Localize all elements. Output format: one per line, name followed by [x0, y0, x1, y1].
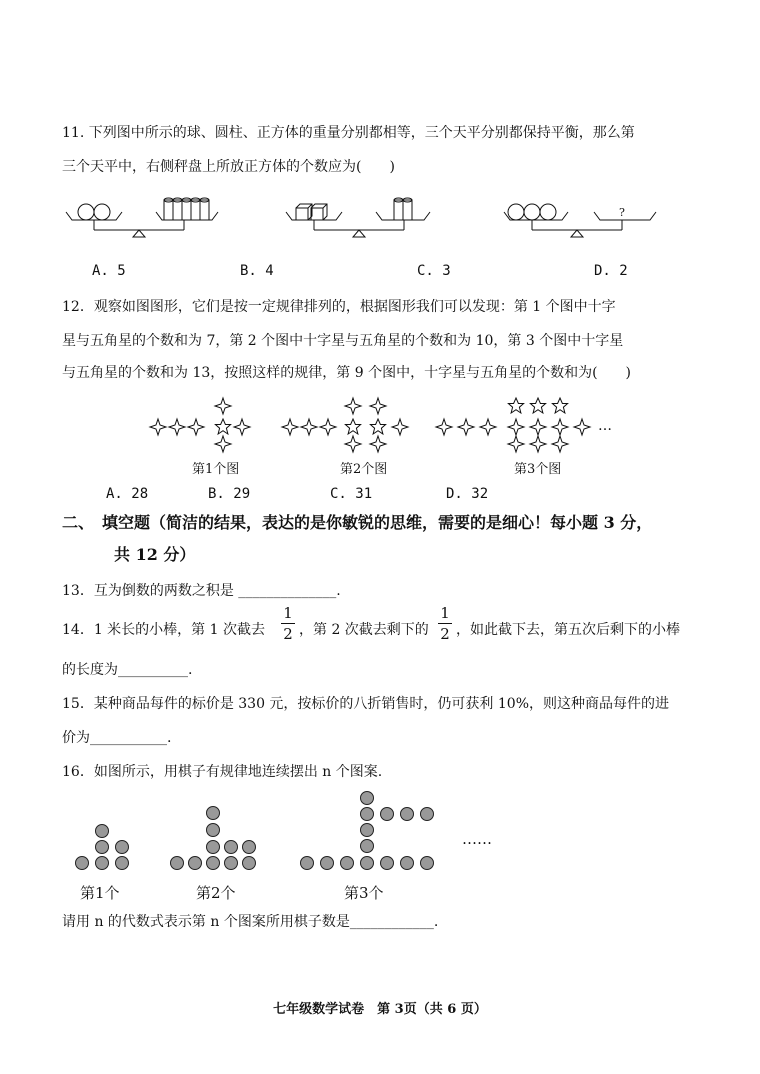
- q16-caption-2: 第2个: [196, 884, 236, 902]
- q12-line2: 星与五角星的个数和为 7，第 2 个图中十字星与五角星的个数和为 10，第 3 个图中十字星: [62, 333, 624, 349]
- q12-caption-3: 第3个图: [514, 462, 562, 477]
- q11-line2: 三个天平中，右侧秤盘上所放正方体的个数应为( ): [62, 159, 395, 175]
- fraction-numerator: 1: [283, 604, 293, 622]
- q12-option-c[interactable]: C. 31: [330, 486, 373, 502]
- q11-line1: 11. 下列图中所示的球、圆柱、正方体的重量分别都相等，三个天平分别都保持平衡，那么第: [62, 125, 635, 141]
- q11-option-a[interactable]: A. 5: [92, 263, 126, 279]
- q16-caption-3: 第3个: [344, 884, 384, 902]
- star-pattern-figures: [148, 396, 628, 456]
- q16-ellipsis: ……: [462, 830, 492, 848]
- q16-caption-1: 第1个: [80, 884, 120, 902]
- section2-heading: 二、 填空题（简洁的结果，表达的是你敏锐的思维，需要的是细心！每小题 3 分，: [62, 513, 653, 532]
- balance-scale-1: [64, 192, 224, 242]
- balance-scale-3: [502, 192, 662, 242]
- q16-line2: 请用 n 的代数式表示第 n 个图案所用棋子数是____________.: [62, 914, 439, 930]
- q14-fraction-1: [281, 604, 295, 643]
- chess-piece-patterns: [70, 790, 530, 870]
- q13-text: 13．互为倒数的两数之积是 ______________.: [62, 583, 341, 599]
- q15-line2: 价为___________.: [62, 730, 172, 746]
- q12-line1: 12．观察如图图形，它们是按一定规律排列的，根据图形我们可以发现：第 1 个图中十字: [62, 299, 616, 315]
- q11-option-b[interactable]: B. 4: [240, 263, 274, 279]
- q14-part2: ，第 2 次截去剩下的: [299, 622, 429, 638]
- q11-option-c[interactable]: C. 3: [417, 263, 451, 279]
- q12-option-b[interactable]: B. 29: [208, 486, 251, 502]
- q12-option-d[interactable]: D. 32: [446, 486, 489, 502]
- q14-part3: ，如此截下去，第五次后剩下的小棒: [456, 622, 680, 638]
- fraction-denominator: 2: [440, 625, 450, 643]
- balance-scale-2: [284, 192, 444, 242]
- q12-line3: 与五角星的个数和为 13，按照这样的规律，第 9 个图中，十字星与五角星的个数和为( ): [62, 365, 631, 381]
- fraction-denominator: 2: [283, 625, 293, 643]
- q16-line1: 16．如图所示，用棋子有规律地连续摆出 n 个图案.: [62, 764, 383, 780]
- q12-option-a[interactable]: A. 28: [106, 486, 149, 502]
- fraction-numerator: 1: [440, 604, 450, 622]
- q14-part1: 14．1 米长的小棒，第 1 次截去: [62, 622, 265, 638]
- q14-line2: 的长度为__________.: [62, 662, 193, 678]
- unknown-mark: ?: [619, 206, 625, 219]
- q12-ellipsis: …: [598, 418, 612, 434]
- page-footer: 七年级数学试卷 第 3页（共 6 页）: [273, 1002, 487, 1017]
- q11-option-d[interactable]: D. 2: [594, 263, 628, 279]
- q12-caption-2: 第2个图: [340, 462, 388, 477]
- q12-caption-1: 第1个图: [192, 462, 240, 477]
- q14-fraction-2: [438, 604, 452, 643]
- q15-line1: 15．某种商品每件的标价是 330 元，按标价的八折销售时，仍可获利 10%，则这种商品每件的进: [62, 696, 670, 712]
- section2-heading-cont: 共 12 分）: [114, 545, 196, 564]
